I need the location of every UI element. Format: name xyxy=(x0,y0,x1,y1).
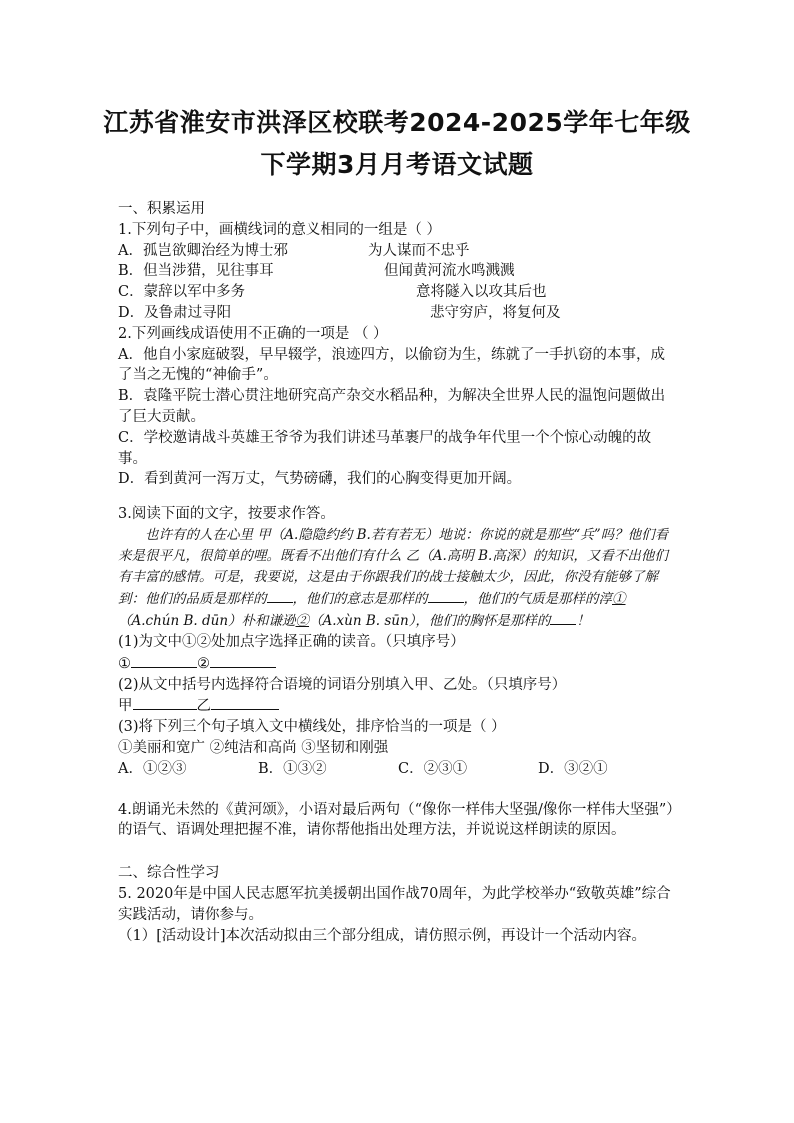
answer-blank-yi[interactable] xyxy=(211,695,279,710)
exam-body xyxy=(118,199,678,946)
question-3-sub1-answer xyxy=(118,653,678,675)
question-1-stem: 1.下列句子中，画横线词的意义相同的一组是（ ） xyxy=(118,221,441,238)
question-5-text: 5. 2020年是中国人民志愿军抗美援朝出国作战70周年，为此学校举办“致敬英雄”综合实践活动，请你参与。 xyxy=(118,885,671,923)
passage-part-2: ，他们的意志是那样的 xyxy=(292,590,428,607)
option-a-left: A．孤岂欲卿治经为博士邪 xyxy=(118,242,288,259)
question-3-sub1: (1)为文中①②处加点字选择正确的读音。（只填序号） xyxy=(118,633,465,650)
passage-mark-1: ① xyxy=(612,590,626,607)
answer-blank-jia[interactable] xyxy=(133,695,197,710)
question-1-option-c xyxy=(118,282,678,303)
answer-blank-2[interactable] xyxy=(210,653,276,668)
option-d-right: 悲守穷庐，将复何及 xyxy=(430,304,561,321)
question-3-sub2: (2)从文中括号内选择符合语境的词语分别填入甲、乙处。（只填序号） xyxy=(118,676,567,693)
passage-part-1: 也许有的人在心里 甲（A.隐隐约约 B.若有若无）地说：你说的就是那些“兵”吗？他们看来是很平凡，很简单的哩。既看不出他们有什么 乙（A.高明 B.高深）的知识，又看不出他们有丰富的感情。可是，我要说，这是由于你跟我们的战士接触太少，因此，你没有能够了解到：他们的品质是那样的 xyxy=(118,526,669,607)
passage-blank-2 xyxy=(428,588,464,603)
option-c: C．②③① xyxy=(398,760,468,777)
question-2-option-d: D．看到黄河一泻万丈，气势磅礴，我们的心胸变得更加开阔。 xyxy=(118,471,522,488)
question-1-option-a xyxy=(118,241,678,262)
question-2-option-c: C．学校邀请战斗英雄王爷爷为我们讲述马革裹尸的战争年代里一个个惊心动魄的故事。 xyxy=(118,429,652,467)
section-heading-1: 一、积累运用 xyxy=(118,201,205,217)
question-3-sub3: (3)将下列三个句子填入文中横线处，排序恰当的一项是（ ） xyxy=(118,719,506,736)
option-c-right: 意将隧入以攻其后也 xyxy=(416,284,547,301)
option-d: D．③②① xyxy=(538,760,608,777)
question-3-sub3-items: ①美丽和宽广 ②纯洁和高尚 ③坚韧和刚强 xyxy=(118,739,389,756)
answer-label-2: ② xyxy=(197,655,210,672)
question-3-sub3-options xyxy=(118,759,678,780)
passage-part-3: ，他们的气质是那样的淳 xyxy=(463,590,612,607)
answer-blank-1[interactable] xyxy=(131,653,197,668)
question-4-text: 4.朗诵光未然的《黄河颂》，小语对最后两句（“像你一样伟大坚强/像你一样伟大坚强”）的语气、语调处理把握不准，请你帮他指出处理方法，并说说这样朗读的原因。 xyxy=(118,801,674,839)
answer-label-jia: 甲 xyxy=(118,698,133,715)
question-2-option-a: A．他自小家庭破裂，早早辍学，浪迹四方，以偷窃为生，练就了一手扒窃的本事，成了当之无愧的“神偷手”。 xyxy=(118,346,665,384)
answer-label-1: ① xyxy=(118,655,131,672)
option-a: A．①②③ xyxy=(118,760,187,777)
passage-end: ！ xyxy=(576,612,590,629)
question-1-option-b xyxy=(118,261,678,282)
passage-part-4: （A.chún B. dūn）朴和谦逊 xyxy=(118,612,296,629)
passage-mark-2: ② xyxy=(295,612,310,629)
option-b-right: 但闻黄河流水鸣溅溅 xyxy=(384,263,515,280)
question-3-stem: 3.阅读下面的文字，按要求作答。 xyxy=(118,506,335,523)
section-heading-2: 二、综合性学习 xyxy=(118,865,220,882)
question-1-option-d xyxy=(118,303,678,324)
page-title-line1: 江苏省淮安市洪泽区校联考2024-2025学年七年级 xyxy=(103,108,691,137)
question-2-option-b: B．袁隆平院士潜心贯注地研究高产杂交水稻品种，为解决全世界人民的温饱问题做出了巨大贡献。 xyxy=(118,388,666,425)
answer-label-yi: 乙 xyxy=(196,698,211,715)
option-c-left: C．蒙辞以军中多务 xyxy=(118,284,246,301)
option-b: B．①③② xyxy=(258,760,327,777)
passage-blank-1 xyxy=(267,588,293,603)
page-title-line2: 下学期3月月考语文试题 xyxy=(260,150,534,179)
passage-blank-3 xyxy=(550,610,576,625)
question-5-sub1: （1）[活动设计]本次活动拟由三个部分组成，请仿照示例，再设计一个活动内容。 xyxy=(118,927,647,944)
question-3-sub2-answer xyxy=(118,695,678,717)
question-2-stem: 2.下列画线成语使用不正确的一项是 （ ） xyxy=(118,325,388,342)
option-b-left: B．但当涉猎，见往事耳 xyxy=(118,263,274,280)
option-a-right: 为人谋而不忠乎 xyxy=(368,242,470,259)
option-d-left: D．及鲁肃过寻阳 xyxy=(118,304,232,321)
passage-part-5: （A.xùn B. sūn），他们的胸怀是那样的 xyxy=(309,612,551,629)
question-3-passage xyxy=(118,525,678,632)
